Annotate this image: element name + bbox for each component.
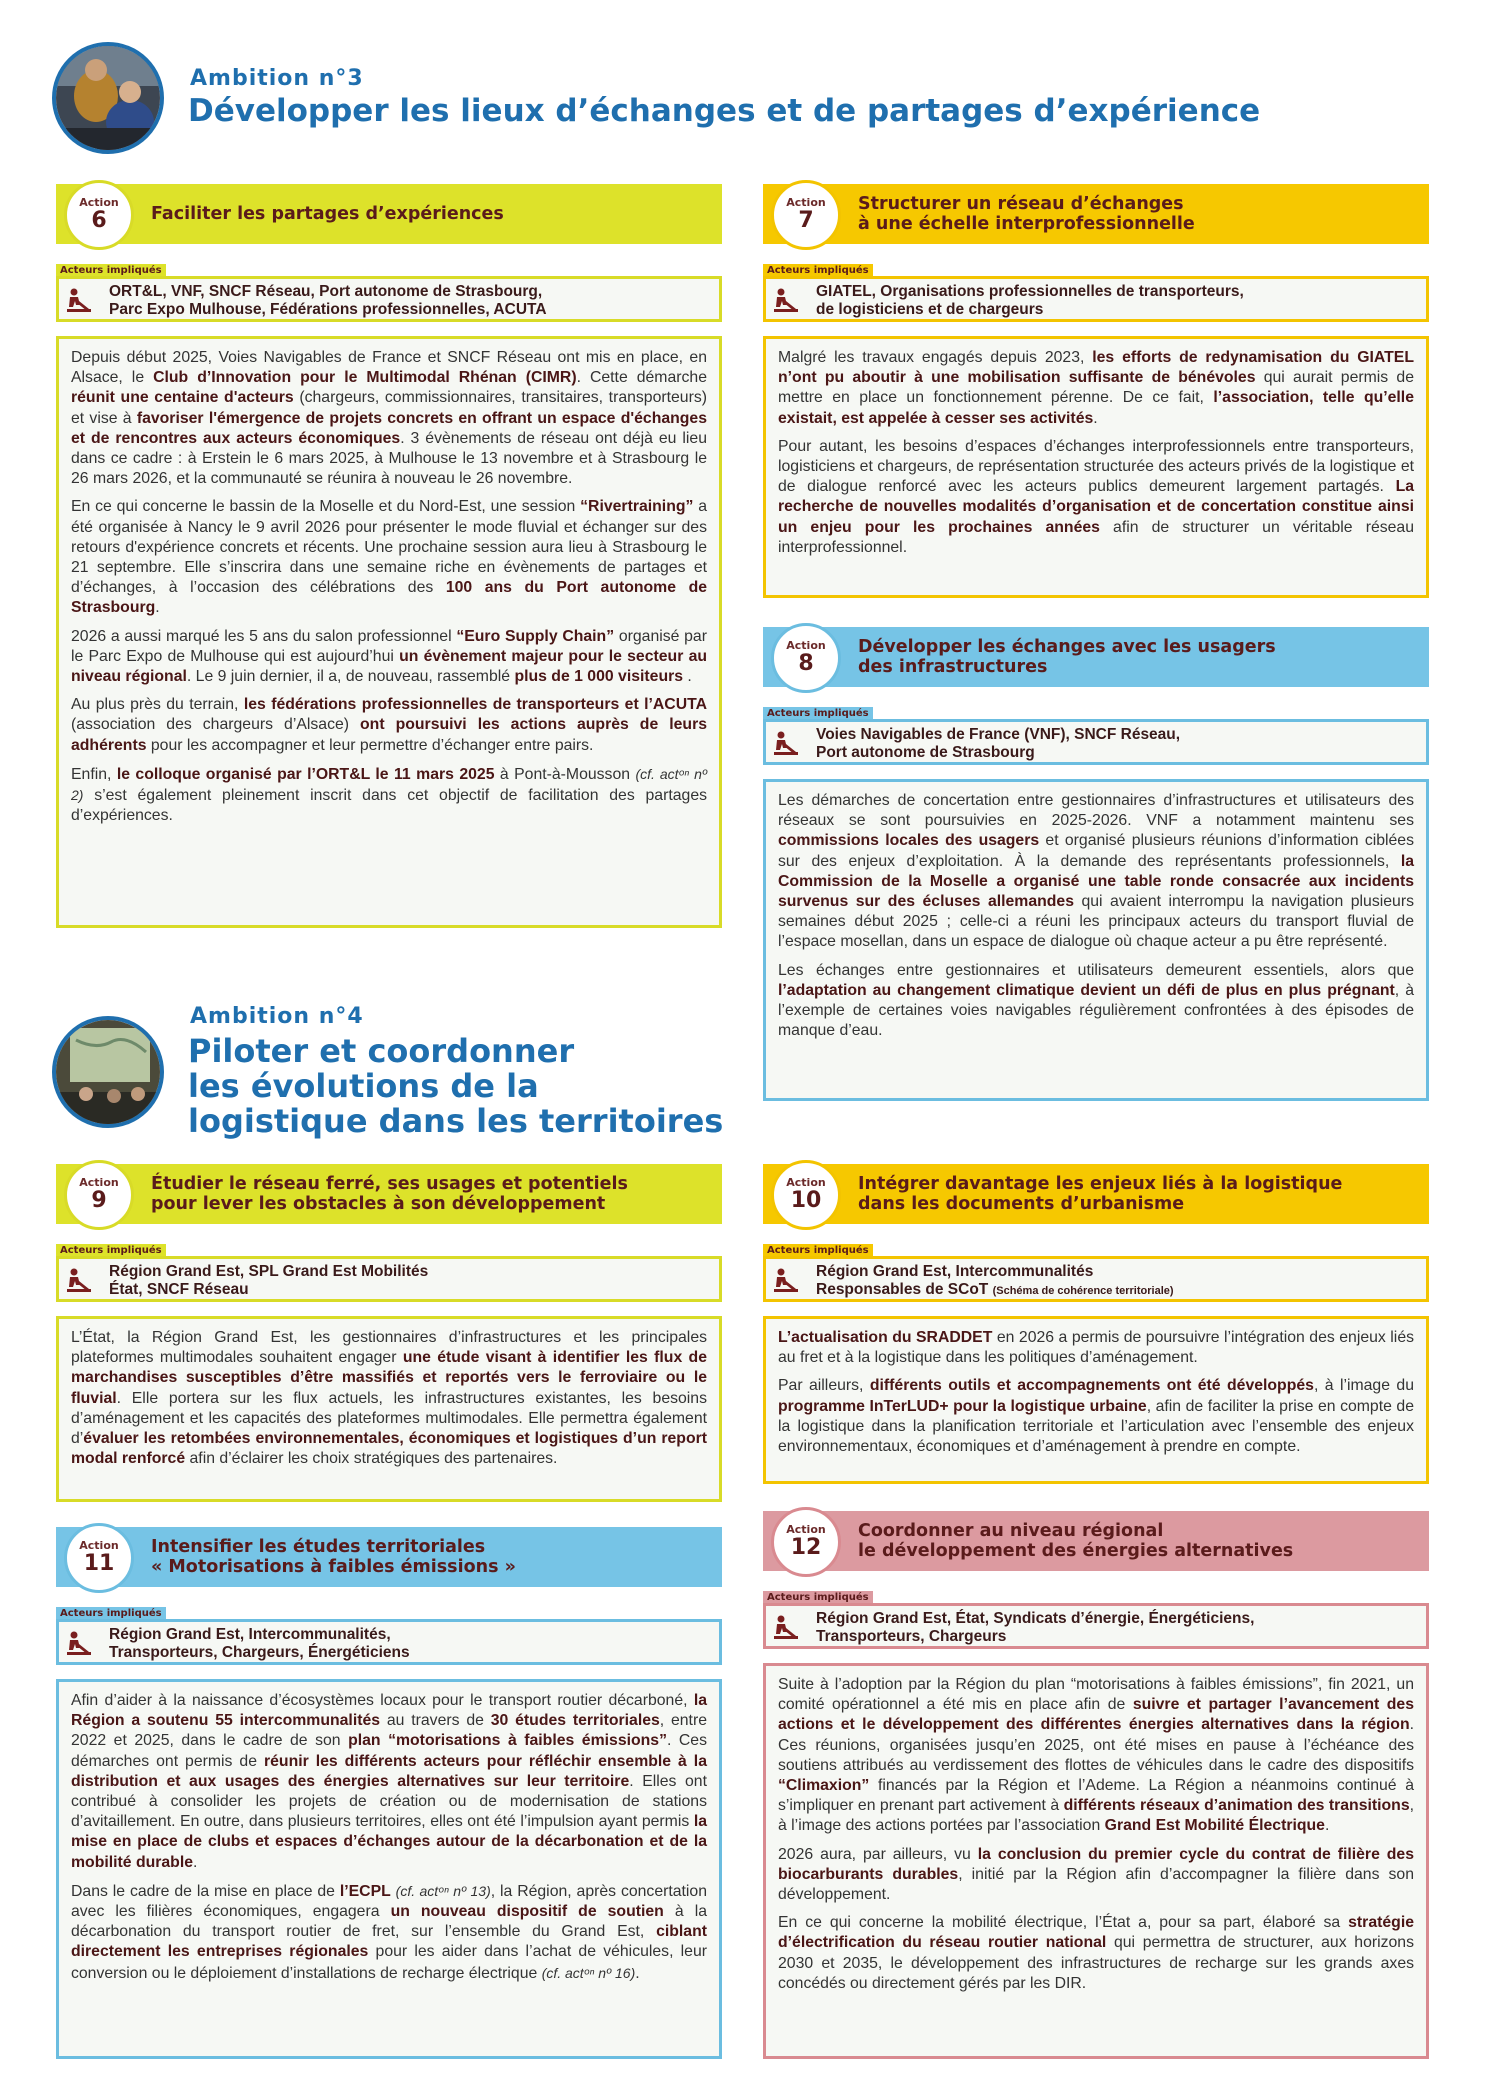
actors-tag: Acteurs impliqués: [56, 1244, 166, 1257]
action10-title: [858, 1174, 1342, 1214]
bold-text: un nouveau dispositif de soutien: [390, 1903, 664, 1921]
title-line: Piloter et coordonner: [188, 1032, 575, 1070]
bold-text: plus de 1 000 visiteurs: [514, 668, 684, 686]
actors-tag: Acteurs impliqués: [763, 264, 873, 277]
bold-text: favoriser l'émergence de projets concrets en offrant un espace d'échanges et de rencontres aux acteurs économiques: [71, 409, 707, 447]
ambition4-kicker: Ambition n°4: [190, 1004, 364, 1029]
paragraph: [71, 1328, 707, 1469]
action7-actors: [763, 276, 1429, 322]
bold-text: “Climaxion”: [778, 1777, 870, 1795]
text: .: [155, 599, 160, 617]
paragraph: [71, 695, 707, 756]
bold-text: différents outils et accompagnements ont été développés: [869, 1377, 1314, 1395]
bold-text: suivre et partager l’avancement des actions et le développement des différentes énergies alternatives dans la région: [778, 1696, 1415, 1734]
action11-actors-names: [109, 1626, 410, 1662]
actors-line: Port autonome de Strasbourg: [816, 744, 1035, 761]
title-line: Intensifier les études territoriales: [151, 1537, 486, 1557]
text: qui aurait permis de mettre en place un fonctionnement pérenne. De ce fait,: [778, 369, 1414, 407]
action6-banner: [56, 184, 722, 244]
road-worker-icon: [772, 287, 800, 313]
action6-text: [56, 336, 722, 928]
text: à Pont-à-Mousson: [494, 765, 636, 783]
action10-badge: [771, 1160, 841, 1230]
text: Suite à l’adoption par la Région du plan “motorisations à faibles émissions”, fin 2021, un comité opérationnel a été mis en place afin de: [778, 1676, 1414, 1714]
actors-tag: Acteurs impliqués: [56, 1607, 166, 1620]
actors-line: [816, 1281, 1174, 1300]
actors-line: GIATEL, Organisations professionnelles de transporteurs,: [816, 283, 1244, 300]
actors-line: Transporteurs, Chargeurs, Énergéticiens: [109, 1644, 410, 1661]
action9-actors: [56, 1256, 722, 1302]
title-line: pour lever les obstacles à son développement: [151, 1194, 606, 1214]
paragraph: [71, 1691, 707, 1873]
action7-text: [763, 336, 1429, 598]
title-line: Coordonner au niveau régional: [858, 1521, 1164, 1541]
action12-text: [763, 1663, 1429, 2059]
bold-text: différents réseaux d’animation des transitions: [1063, 1797, 1410, 1815]
bold-text: une étude visant à identifier les flux de marchandises susceptibles d’être massifiés et reportés vers le ferroviaire ou le fluvial: [71, 1349, 707, 1407]
bold-text: l’association, telle qu’elle existait, est appelée à cesser ses activités: [778, 389, 1414, 427]
bold-text: le colloque organisé par l’ORT&L le 11 mars 2025: [116, 765, 495, 783]
action10-text: [763, 1316, 1429, 1484]
paragraph: [778, 437, 1414, 558]
text: . Elle portera sur les flux actuels, les infrastructures existantes, les besoins d’aménagement et les capacités des plateformes multimodales. Elle permettra également d’: [71, 1389, 707, 1448]
text: afin de structurer un véritable réseau interprofessionnel.: [778, 518, 1414, 556]
reference-text: (cf. actᵒⁿ nº 16): [541, 1964, 636, 1981]
road-worker-icon: [65, 1630, 93, 1656]
bold-text: ciblant directement les entreprises régionales: [71, 1923, 707, 1961]
text: , entre 2022 et 2025, dans le cadre de son: [71, 1712, 707, 1750]
text: à la décarbonation du transport routier de fret, sur l’ensemble du Grand Est,: [71, 1903, 708, 1941]
paragraph: [778, 961, 1414, 1042]
ambition3-title: Développer les lieux d’échanges et de partages d’expérience: [188, 93, 1261, 129]
action-label: Action: [786, 196, 826, 209]
action8-text: [763, 779, 1429, 1101]
text: pour les accompagner et leur permettre d’échanger entre pairs.: [146, 736, 594, 754]
bold-text: plan “motorisations à faibles émissions”: [348, 1732, 667, 1750]
text: En ce qui concerne le bassin de la Moselle et du Nord-Est, une session: [71, 498, 581, 516]
actors-tag: Acteurs impliqués: [763, 1244, 873, 1257]
title-line: Intégrer davantage les enjeux liés à la logistique: [858, 1174, 1343, 1194]
text: . Ces réunions, organisées jusqu’en 2025, ont été mises en pause à l’échéance des soutiens attribués au verdissement des flottes de véhicules dans le cadre des dispositifs: [778, 1716, 1414, 1774]
ambition4-title: [188, 1034, 723, 1139]
actors-tag: Acteurs impliqués: [56, 264, 166, 277]
text: financés par la Région et l’Ademe. La Région a néanmoins continué à s’impliquer en prenant part activement à: [778, 1777, 1414, 1815]
reference-text: (cf. actᵒⁿ nº 2): [71, 765, 707, 804]
paragraph: [778, 1376, 1414, 1457]
action-number: 8: [798, 651, 814, 676]
text: afin d’éclairer les choix stratégiques des partenaires.: [185, 1450, 558, 1468]
text: (association des chargeurs d’Alsace): [71, 716, 361, 734]
bold-text: évaluer les retombées environnementales, économiques et logistiques d’un report modal renforcé: [71, 1430, 707, 1468]
text: .: [635, 1964, 640, 1982]
text: 2026 a aussi marqué les 5 ans du salon professionnel: [71, 627, 457, 645]
road-worker-icon: [772, 1614, 800, 1640]
action12-title: [858, 1521, 1293, 1561]
text: 2026 aura, par ailleurs, vu: [778, 1845, 978, 1863]
text: En ce qui concerne la mobilité électrique, l’État a, pour sa part, élaboré sa: [778, 1914, 1349, 1932]
title-line: à une échelle interprofessionnelle: [858, 214, 1195, 234]
paragraph: [778, 1845, 1414, 1906]
action8-badge: [771, 623, 841, 693]
actors-line: État, SNCF Réseau: [109, 1281, 249, 1298]
title-line: des infrastructures: [858, 657, 1048, 677]
paragraph: [71, 348, 707, 489]
text: organisé par le Parc Expo de Mulhouse qui est aujourd’hui: [71, 627, 707, 665]
bold-text: “Rivertraining”: [580, 498, 694, 516]
action6-title: Faciliter les partages d’expériences: [151, 204, 504, 224]
text: . Cette démarche: [576, 369, 707, 387]
paragraph: [71, 1881, 707, 1984]
action-number: 12: [790, 1535, 822, 1560]
title-line: les évolutions de la: [188, 1067, 539, 1105]
action9-title: [151, 1174, 628, 1214]
action11-banner: [56, 1527, 722, 1587]
text: L’État, la Région Grand Est, les gestionnaires d’infrastructures et les principales plateformes multimodales souhaitent engager: [71, 1329, 707, 1367]
bold-text: stratégie d’électrification du réseau routier national: [778, 1914, 1414, 1952]
action12-actors: [763, 1603, 1429, 1649]
action8-actors: [763, 719, 1429, 765]
action11-actors: [56, 1619, 722, 1665]
text: (chargeurs, commissionnaires, transitaires, transporteurs) et vise à: [71, 389, 708, 427]
title-line: Étudier le réseau ferré, ses usages et potentiels: [151, 1174, 628, 1194]
bold-text: un évènement majeur pour le secteur au niveau régional: [71, 647, 708, 686]
action-label: Action: [786, 639, 826, 652]
bold-text: réunit une centaine d'acteurs: [71, 389, 294, 407]
text: Pour autant, les besoins d’espaces d’échanges interprofessionnels entre transporteurs, logisticiens et chargeurs, de représentation structurée des acteurs privés de la logistique et de dialogue renforcé avec les acteurs publics demeurent largement partagés.: [778, 437, 1414, 496]
text: Les échanges entre gestionnaires et utilisateurs demeurent essentiels, alors que: [778, 961, 1414, 979]
text: . 3 évènements de réseau ont déjà eu lieu dans ce cadre : à Erstein le 6 mars 2025, à Mulhouse le 13 novembre et à Strasbourg le 26 mars 2026, et la communauté se réunira à nouveau le 26 novembre.: [71, 429, 707, 488]
road-worker-icon: [65, 287, 93, 313]
action6-actors-names: [109, 283, 547, 319]
text: Au plus près du terrain,: [71, 696, 244, 714]
action9-text: [56, 1316, 722, 1502]
action6-badge: [64, 180, 134, 250]
action7-banner: [763, 184, 1429, 244]
text: en 2026 a permis de poursuivre l’intégration des enjeux liés au fret et à la logistique dans les politiques d’aménagement.: [778, 1329, 1415, 1367]
bold-text: “Euro Supply Chain”: [456, 627, 615, 645]
actors-tag: Acteurs impliqués: [763, 1591, 873, 1604]
action10-actors: [763, 1256, 1429, 1302]
actors-line: Voies Navigables de France (VNF), SNCF Réseau,: [816, 726, 1181, 743]
bold-text: les efforts de redynamisation du GIATEL n’ont pu aboutir à une mobilisation suffisante de bénévoles: [778, 349, 1414, 387]
action-number: 7: [798, 208, 814, 233]
text: . Le 9 juin dernier, il a, de nouveau, rassemblé: [186, 668, 515, 686]
action-number: 11: [83, 1551, 115, 1576]
ambition3-photo: [52, 42, 164, 154]
text: pour les aider dans l’achat de véhicules, leur conversion ou le déploiement d’installations de recharge électrique: [71, 1943, 708, 1982]
action8-actors-names: [816, 726, 1180, 762]
action-label: Action: [79, 196, 119, 209]
bold-text: programme InTerLUD+ pour la logistique urbaine: [778, 1397, 1147, 1415]
actors-line: Région Grand Est, Intercommunalités: [816, 1263, 1094, 1280]
text: , la Région, après concertation avec les filières économiques, engagera: [71, 1882, 708, 1921]
text: Dans le cadre de la mise en place de: [71, 1882, 340, 1900]
bold-text: la Région a soutenu 55 intercommunalités: [71, 1692, 707, 1730]
ambition3-kicker: Ambition n°3: [190, 66, 364, 91]
title-line: Structurer un réseau d’échanges: [858, 194, 1184, 214]
action9-badge: [64, 1160, 134, 1230]
action10-banner: [763, 1164, 1429, 1224]
action-label: Action: [786, 1176, 826, 1189]
text: , à l’exemple de certaines voies navigables régulièrement confrontées à des épisodes de manque d’eau.: [778, 981, 1414, 1040]
actors-line: Transporteurs, Chargeurs: [816, 1628, 1007, 1645]
paragraph: [778, 1328, 1414, 1368]
action9-banner: [56, 1164, 722, 1224]
bold-text: La recherche de nouvelles modalités d’organisation et de concertation constitue ainsi un enjeu pour les prochaines années: [778, 478, 1414, 536]
action-label: Action: [79, 1539, 119, 1552]
paragraph: [778, 791, 1414, 953]
paragraph: [71, 764, 707, 827]
text: .: [683, 668, 692, 686]
action7-actors-names: [816, 283, 1244, 319]
bold-text: L’actualisation du SRADDET: [778, 1329, 993, 1346]
reference-text: (cf. actᵒⁿ nº 13): [395, 1882, 491, 1899]
title-line: le développement des énergies alternatives: [858, 1541, 1294, 1561]
text: , afin de faciliter la prise en compte de la logistique dans la planification territoriale et l’articulation avec l’ensemble des enjeux environnementaux, économiques et d’aménagement à prendre en compte.: [778, 1397, 1414, 1456]
bold-text: l’ECPL: [339, 1882, 391, 1900]
action6-actors: [56, 276, 722, 322]
actors-note: (Schéma de cohérence territoriale): [992, 1285, 1174, 1297]
action8-banner: [763, 627, 1429, 687]
bold-text: réunir les différents acteurs pour réfléchir ensemble à la distribution et aux usages des énergies alternatives sur leur territoire: [71, 1752, 707, 1790]
actors-line: Parc Expo Mulhouse, Fédérations professionnelles, ACUTA: [109, 301, 547, 318]
title-line: Développer les échanges avec les usagers: [858, 637, 1276, 657]
text: .: [1324, 1817, 1330, 1835]
action12-badge: [771, 1507, 841, 1577]
action12-banner: [763, 1511, 1429, 1571]
bold-text: Club d’Innovation pour le Multimodal Rhénan (CIMR): [153, 369, 577, 387]
conference-photo-icon: [56, 1020, 160, 1124]
text: , à l’image des actions portées par l’association: [778, 1797, 1414, 1835]
bold-text: la mise en place de clubs et espaces d’échanges autour de la décarbonation et de la mobilité durable: [71, 1813, 707, 1871]
paragraph: [778, 1913, 1414, 1994]
action-label: Action: [79, 1176, 119, 1189]
text: Enfin,: [71, 765, 117, 783]
paragraph: [778, 1675, 1414, 1837]
ambition4-photo: [52, 1016, 164, 1128]
bold-text: la conclusion du premier cycle du contrat de filière des biocarburants durables: [778, 1845, 1414, 1883]
bold-text: ont poursuivi les actions auprès de leurs adhérents: [71, 716, 708, 754]
actors-line: Région Grand Est, État, Syndicats d’énergie, Énergéticiens,: [816, 1610, 1255, 1627]
bold-text: l’adaptation au changement climatique devient un défi de plus en plus prégnant: [778, 981, 1395, 999]
bold-text: commissions locales des usagers: [778, 832, 1040, 850]
title-line: « Motorisations à faibles émissions »: [151, 1557, 516, 1577]
actors-line: Région Grand Est, SPL Grand Est Mobilités: [109, 1263, 429, 1280]
action12-actors-names: [816, 1610, 1254, 1646]
text: Malgré les travaux engagés depuis 2023,: [778, 349, 1093, 366]
road-worker-icon: [65, 1267, 93, 1293]
action9-actors-names: [109, 1263, 428, 1299]
action7-title: [858, 194, 1195, 234]
paragraph: [71, 627, 707, 688]
actors-tag: Acteurs impliqués: [763, 707, 873, 720]
action-label: Action: [786, 1523, 826, 1536]
action8-title: [858, 637, 1276, 677]
text: au travers de: [380, 1712, 491, 1730]
action-number: 6: [91, 208, 107, 233]
actors-text: Responsables de SCoT: [816, 1281, 989, 1298]
paragraph: [778, 348, 1414, 429]
bold-text: la Commission de la Moselle a organisé une table ronde consacrée aux incidents survenus sur des écluses allemandes: [778, 852, 1414, 911]
action-number: 9: [91, 1188, 107, 1213]
title-line: logistique dans les territoires: [188, 1102, 724, 1140]
text: . Elles ont contribué à consolider les projets de création ou de modernisation de stations d’avitaillement. En outre, dans plusieurs territoires, elles ont été l’impulsion ayant permis: [71, 1772, 707, 1831]
text: , à l’image du: [1313, 1377, 1414, 1395]
action-number: 10: [790, 1188, 822, 1213]
text: a été organisée à Nancy le 9 avril 2026 pour présenter le mode fluvial et échanger sur des retours d'expérience concrets et récents. Une prochaine session aura lieu à Strasbourg le 21 septembre. Elle s’inscrira dans une semaine riche en évènements de partages et d’échanges, à l’occasion des célébrations des: [71, 498, 707, 597]
text: , initié par la Région afin d’accompagner la filière dans son développement.: [778, 1865, 1414, 1904]
text: qui permettra de structurer, aux horizons 2030 et 2035, le développement des infrastructures de recharge sur les grands axes concédés ou directement gérés par les DIR.: [778, 1934, 1414, 1992]
text: s’est également pleinement inscrit dans cet objectif de facilitation des partages d’expériences.: [71, 787, 707, 825]
meeting-photo-icon: [56, 46, 160, 150]
text: . Ces démarches ont permis de: [71, 1732, 707, 1770]
bold-text: 30 études territoriales: [490, 1712, 660, 1730]
action11-badge: [64, 1523, 134, 1593]
text: Les démarches de concertation entre gestionnaires d’infrastructures et utilisateurs des réseaux se sont poursuivies en 2025-2026. VNF a notamment maintenu ses: [778, 792, 1414, 830]
bold-text: 100 ans du Port autonome de Strasbourg: [71, 579, 708, 617]
bold-text: les fédérations professionnelles de transporteurs et l’ACUTA: [243, 696, 708, 714]
action11-text: [56, 1679, 722, 2059]
action11-title: [151, 1537, 516, 1577]
actors-line: de logisticiens et de chargeurs: [816, 301, 1044, 318]
road-worker-icon: [772, 1267, 800, 1293]
text: .: [1093, 409, 1098, 427]
text: et organisé plusieurs réunions d’information ciblées sur des enjeux d’exploitation. À la demande des représentants professionnels,: [778, 832, 1414, 870]
action7-badge: [771, 180, 841, 250]
text: .: [193, 1853, 198, 1871]
road-worker-icon: [772, 730, 800, 756]
actors-line: ORT&L, VNF, SNCF Réseau, Port autonome de Strasbourg,: [109, 283, 543, 300]
paragraph: [71, 497, 707, 618]
text: Afin d’aider à la naissance d’écosystèmes locaux pour le transport routier décarboné,: [71, 1692, 694, 1709]
text: Par ailleurs,: [778, 1377, 870, 1395]
text: qui avaient interrompu la navigation plusieurs semaines début 2025 ; celle-ci a réuni les principaux acteurs du transport fluvial de l’espace mosellan, dans un espace de dialogue où chaque acteur a pu être représenté.: [778, 893, 1414, 951]
bold-text: Grand Est Mobilité Électrique: [1104, 1817, 1325, 1835]
title-line: dans les documents d’urbanisme: [858, 1194, 1185, 1214]
actors-line: Région Grand Est, Intercommunalités,: [109, 1626, 391, 1643]
text: Depuis début 2025, Voies Navigables de France et SNCF Réseau ont mis en place, en Alsace, le: [71, 349, 707, 387]
action10-actors-names: [816, 1263, 1174, 1300]
